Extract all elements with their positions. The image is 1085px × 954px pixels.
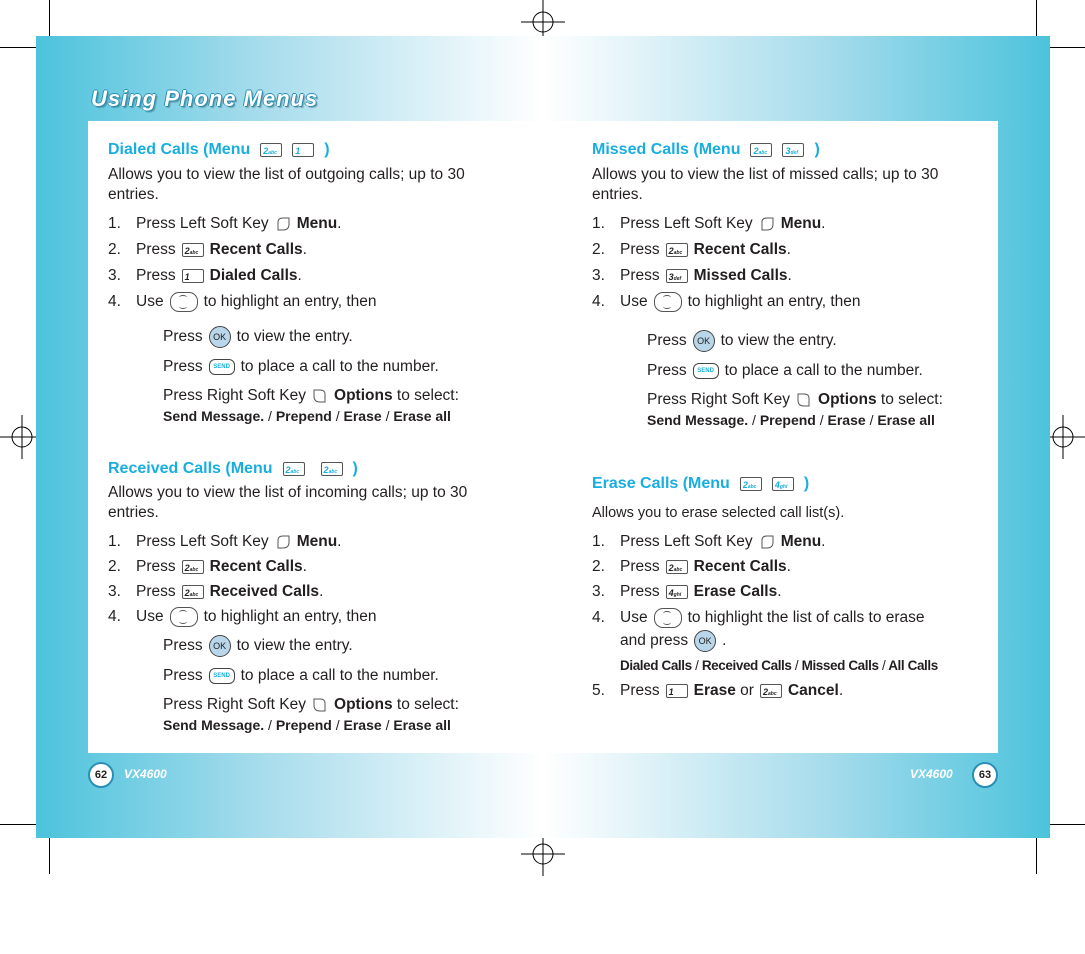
ok-key-icon: OK [209, 326, 231, 348]
key-2-icon: 2abc [260, 143, 282, 157]
erase-step-3: 3. Press 4ghi Erase Calls . [592, 583, 782, 600]
missed-step-4: 4. Use to highlight an entry, then [592, 293, 861, 310]
send-key-icon: SEND [693, 363, 719, 379]
ok-key-icon: OK [693, 330, 715, 352]
missed-call-line: Press SEND to place a call to the number. [647, 362, 923, 379]
key-1-icon: 1 [292, 143, 314, 157]
page-number-left: 62 [88, 762, 114, 788]
key-2-icon: 2abc [182, 243, 204, 257]
registration-mark-icon [521, 832, 565, 876]
dialed-step-3: 3. Press 1 Dialed Calls . [108, 267, 302, 284]
received-description: Allows you to view the list of incoming calls; up to 30 entries. [108, 484, 468, 521]
right-soft-key-icon [796, 392, 812, 408]
nav-key-icon [654, 608, 682, 628]
received-options-line: Press Right Soft Key Options to select: [163, 696, 459, 713]
left-column [108, 140, 508, 735]
key-2-icon: 2abc [283, 462, 305, 476]
erase-description: Allows you to erase selected call list(s). [592, 505, 845, 521]
erase-step-1: 1. Press Left Soft Key Menu . [592, 533, 826, 550]
crop-mark [49, 0, 50, 36]
left-soft-key-icon [275, 534, 291, 550]
dialed-view-line: Press OK to view the entry. [163, 326, 508, 348]
key-2-icon: 2abc [666, 560, 688, 574]
erase-step-4: 4. Use to highlight the list of calls to erase [592, 609, 925, 626]
missed-description: Allows you to view the list of missed calls; up to 30 entries. [592, 166, 939, 203]
received-view-line: Press OK to view the entry. [163, 635, 508, 657]
left-soft-key-icon [275, 216, 291, 232]
crop-mark [1050, 824, 1085, 825]
received-options-list: Send Message. / Prepend / Erase / Erase all [163, 717, 451, 733]
key-2-icon: 2abc [750, 143, 772, 157]
received-call-line: Press SEND to place a call to the number. [163, 667, 439, 684]
page-number-right: 63 [972, 762, 998, 788]
crop-mark [1036, 0, 1037, 36]
crop-mark [49, 838, 50, 874]
missed-step-1: 1. Press Left Soft Key Menu . [592, 215, 826, 232]
erase-step-2: 2. Press 2abc Recent Calls . [592, 558, 791, 575]
crop-mark [1050, 47, 1085, 48]
key-2-icon: 2abc [321, 462, 343, 476]
received-step-2: 2. Press 2abc Recent Calls . [108, 558, 307, 575]
missed-step-3: 3. Press 3def Missed Calls . [592, 267, 792, 284]
key-3-icon: 3def [782, 143, 804, 157]
dialed-description: Allows you to view the list of outgoing calls; up to 30 entries. [108, 166, 465, 203]
left-soft-key-icon [759, 534, 775, 550]
received-step-3: 3. Press 2abc Received Calls . [108, 583, 324, 600]
erase-calls-heading: Erase Calls (Menu 2abc 4ghi ) [592, 475, 810, 492]
ok-key-icon: OK [209, 635, 231, 657]
key-2-icon: 2abc [666, 243, 688, 257]
key-1-icon: 1 [182, 269, 204, 283]
nav-key-icon [170, 607, 198, 627]
missed-calls-heading: Missed Calls (Menu 2abc 3def ) [592, 141, 820, 158]
crop-mark [0, 824, 36, 825]
right-soft-key-icon [312, 697, 328, 713]
dialed-options-line: Press Right Soft Key Options to select: [163, 387, 459, 404]
crop-mark [1036, 838, 1037, 874]
dialed-calls-heading: Dialed Calls (Menu 2abc 1 ) [108, 141, 330, 158]
send-key-icon: SEND [209, 359, 235, 375]
key-1-icon: 1 [666, 684, 688, 698]
missed-options-line: Press Right Soft Key Options to select: [647, 391, 943, 408]
nav-key-icon [654, 292, 682, 312]
key-3-icon: 3def [666, 269, 688, 283]
key-4-icon: 4ghi [772, 477, 794, 491]
left-soft-key-icon [759, 216, 775, 232]
crop-mark [0, 47, 36, 48]
received-step-1: 1. Press Left Soft Key Menu . [108, 533, 342, 550]
key-2-icon: 2abc [182, 560, 204, 574]
model-name-right: VX4600 [910, 767, 953, 781]
missed-options-list: Send Message. / Prepend / Erase / Erase all [647, 412, 935, 428]
key-4-icon: 4ghi [666, 585, 688, 599]
right-column [592, 140, 992, 701]
dialed-step-1: 1. Press Left Soft Key Menu . [108, 215, 342, 232]
page-title: Using Phone Menus [91, 86, 319, 111]
key-2-icon: 2abc [740, 477, 762, 491]
erase-step-5: 5. Press 1 Erase or 2abc Cancel . [592, 682, 844, 699]
dialed-step-4: 4. Use to highlight an entry, then [108, 293, 377, 310]
key-2-icon: 2abc [760, 684, 782, 698]
received-calls-heading: Received Calls (Menu 2abc 2abc ) [108, 460, 358, 477]
nav-key-icon [170, 292, 198, 312]
dialed-options-list: Send Message. / Prepend / Erase / Erase all [163, 408, 451, 424]
received-step-4: 4. Use to highlight an entry, then [108, 608, 377, 625]
right-soft-key-icon [312, 388, 328, 404]
missed-step-2: 2. Press 2abc Recent Calls . [592, 241, 791, 258]
model-name-left: VX4600 [124, 767, 167, 781]
erase-step-4-cont: and press OK . [592, 630, 992, 652]
ok-key-icon: OK [694, 630, 716, 652]
dialed-call-line: Press SEND to place a call to the number. [163, 358, 439, 375]
missed-view-line: Press OK to view the entry. [647, 330, 992, 352]
dialed-step-2: 2. Press 2abc Recent Calls . [108, 241, 307, 258]
key-2-icon: 2abc [182, 585, 204, 599]
erase-lists: Dialed Calls / Received Calls / Missed Calls / All Calls [620, 658, 938, 673]
send-key-icon: SEND [209, 668, 235, 684]
